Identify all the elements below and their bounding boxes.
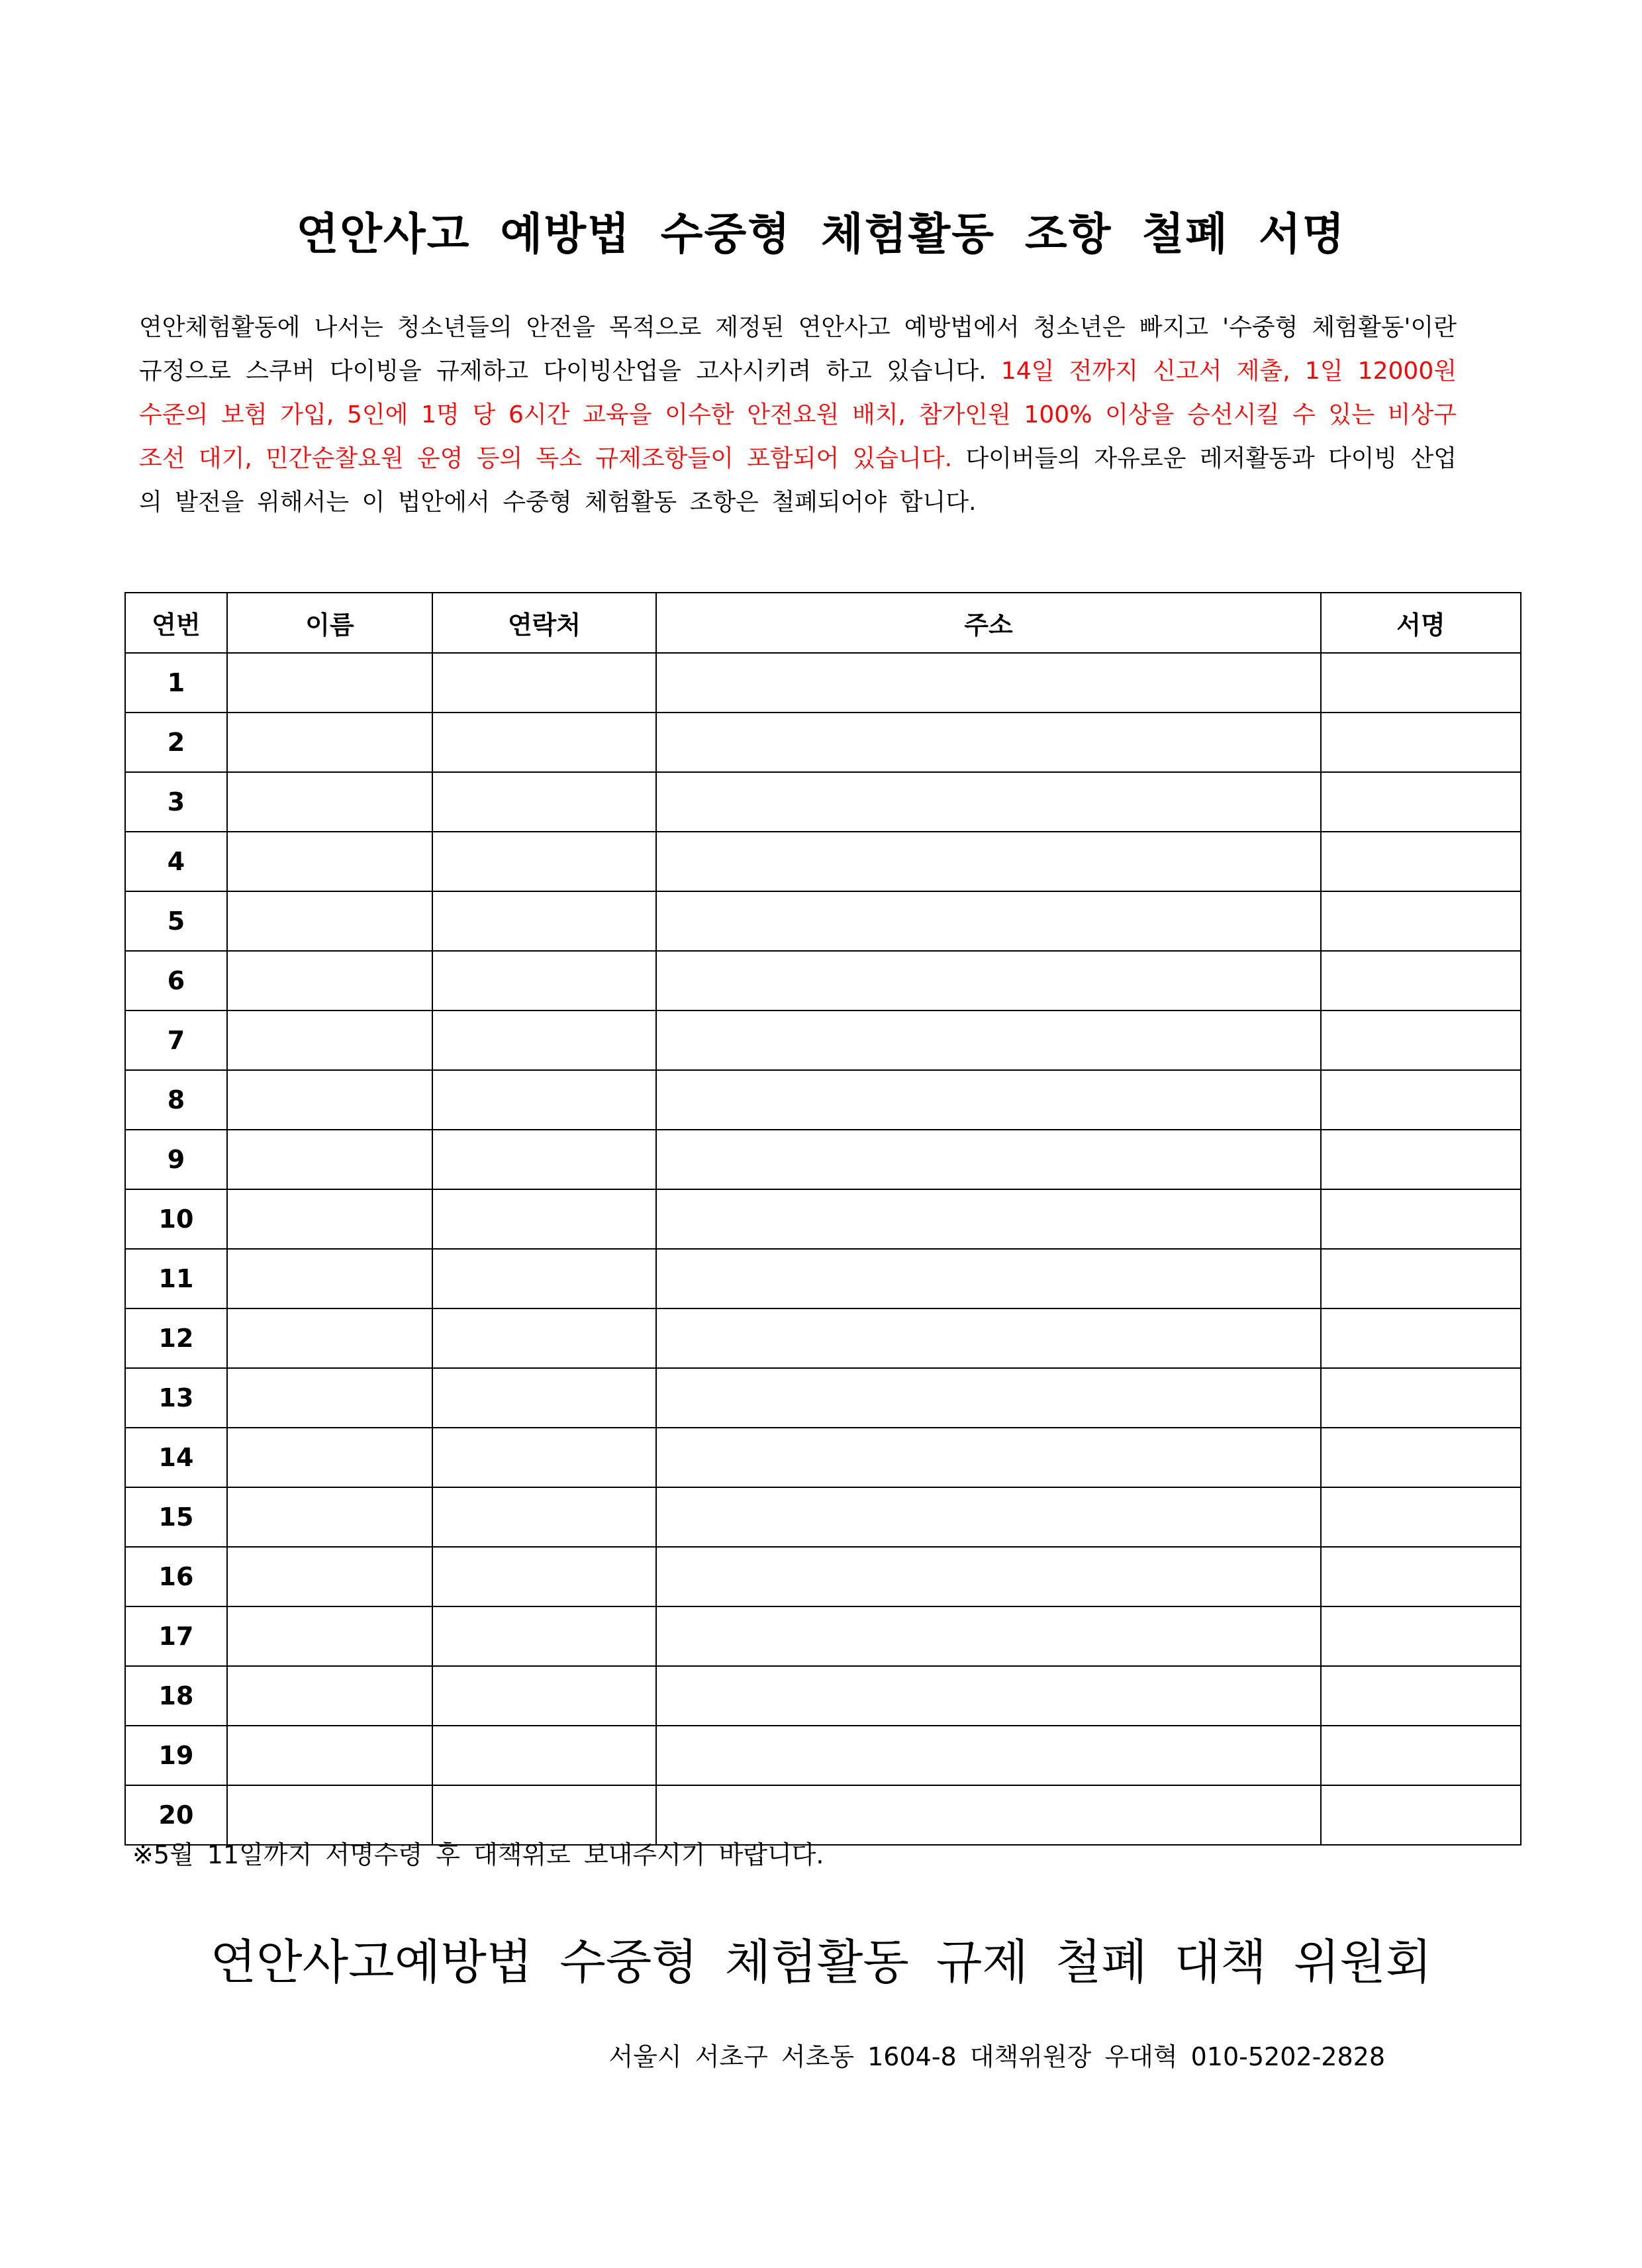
- name-cell[interactable]: [227, 1308, 432, 1368]
- row-number: 4: [125, 832, 227, 891]
- address-cell[interactable]: [656, 1130, 1321, 1189]
- table-row: [125, 1428, 1521, 1487]
- deadline-note: ※5월 11일까지 서명수령 후 대책위로 보내주시기 바랍니다.: [132, 1840, 824, 1869]
- signature-rows: [125, 653, 1521, 1845]
- row-number: 16: [125, 1547, 227, 1606]
- signature-cell[interactable]: [1321, 951, 1521, 1011]
- table-row: [125, 1726, 1521, 1785]
- name-cell[interactable]: [227, 1189, 432, 1249]
- address-cell[interactable]: [656, 891, 1321, 951]
- address-cell[interactable]: [656, 713, 1321, 772]
- signature-cell[interactable]: [1321, 1606, 1521, 1666]
- name-cell[interactable]: [227, 832, 432, 891]
- name-cell[interactable]: [227, 1130, 432, 1189]
- signature-cell[interactable]: [1321, 832, 1521, 891]
- name-cell[interactable]: [227, 1368, 432, 1428]
- address-cell[interactable]: [656, 1189, 1321, 1249]
- name-cell[interactable]: [227, 1428, 432, 1487]
- table-row: [125, 1130, 1521, 1189]
- table-row: [125, 1249, 1521, 1308]
- address-cell[interactable]: [656, 1368, 1321, 1428]
- contact-cell[interactable]: [432, 1130, 656, 1189]
- contact-cell[interactable]: [432, 1249, 656, 1308]
- contact-cell[interactable]: [432, 1368, 656, 1428]
- name-cell[interactable]: [227, 951, 432, 1011]
- table-row: [125, 1547, 1521, 1606]
- signature-cell[interactable]: [1321, 713, 1521, 772]
- intro-text-1: 연안체험활동에 나서는 청소년들의 안전을 목적으로 제정된 연안사고 예방법에서 청소년은 빠지고 '수중형 체험활동'이란 규정으로 스쿠버 다이빙을 규제하고 다이빙산업을 고사시키려 하고 있습니다.: [139, 314, 1457, 385]
- address-cell[interactable]: [656, 1308, 1321, 1368]
- contact-cell[interactable]: [432, 891, 656, 951]
- address-cell[interactable]: [656, 1606, 1321, 1666]
- name-cell[interactable]: [227, 1726, 432, 1785]
- contact-cell[interactable]: [432, 1428, 656, 1487]
- signature-cell[interactable]: [1321, 1130, 1521, 1189]
- address-cell[interactable]: [656, 1547, 1321, 1606]
- contact-cell[interactable]: [432, 1070, 656, 1130]
- contact-cell[interactable]: [432, 653, 656, 713]
- address-cell[interactable]: [656, 653, 1321, 713]
- row-number: 3: [125, 772, 227, 832]
- address-cell[interactable]: [656, 1249, 1321, 1308]
- table-row: [125, 713, 1521, 772]
- signature-cell[interactable]: [1321, 1070, 1521, 1130]
- row-number: 20: [125, 1785, 227, 1845]
- signature-cell[interactable]: [1321, 891, 1521, 951]
- committee-name: 연안사고예방법 수중형 체험활동 규제 철폐 대책 위원회: [210, 1934, 1432, 1990]
- address-cell[interactable]: [656, 832, 1321, 891]
- table-row: [125, 1070, 1521, 1130]
- signature-cell[interactable]: [1321, 1428, 1521, 1487]
- row-number: 18: [125, 1666, 227, 1726]
- row-number: 1: [125, 653, 227, 713]
- signature-cell[interactable]: [1321, 1011, 1521, 1070]
- name-cell[interactable]: [227, 1487, 432, 1547]
- contact-cell[interactable]: [432, 1726, 656, 1785]
- table-row: [125, 1487, 1521, 1547]
- name-cell[interactable]: [227, 713, 432, 772]
- signature-cell[interactable]: [1321, 1666, 1521, 1726]
- address-cell[interactable]: [656, 1070, 1321, 1130]
- table-row: [125, 891, 1521, 951]
- contact-cell[interactable]: [432, 832, 656, 891]
- contact-cell[interactable]: [432, 713, 656, 772]
- contact-cell[interactable]: [432, 1011, 656, 1070]
- contact-cell[interactable]: [432, 1606, 656, 1666]
- table-header-row: [125, 593, 1521, 653]
- table-row: [125, 832, 1521, 891]
- address-cell[interactable]: [656, 1726, 1321, 1785]
- signature-cell[interactable]: [1321, 1487, 1521, 1547]
- header-address: 주소: [656, 593, 1321, 653]
- row-number: 2: [125, 713, 227, 772]
- row-number: 13: [125, 1368, 227, 1428]
- table-row: [125, 1189, 1521, 1249]
- intro-regulations-highlight: 14일 전까지 신고서 제출, 1일 12000원 수준의 보험 가입, 5인에 1명 당 6시간 교육을 이수한 안전요원 배치, 참가인원 100% 이상을 승선시킬 수 있는 비상구조선 대기, 민간순찰요원 운영 등의 독소 규제조항들이 포함되어 있습니다.: [139, 358, 1457, 472]
- name-cell[interactable]: [227, 1070, 432, 1130]
- address-cell[interactable]: [656, 1428, 1321, 1487]
- contact-address: 서울시 서초구 서초동 1604-8 대책위원장 우대혁 010-5202-2828: [608, 2042, 1385, 2071]
- name-cell[interactable]: [227, 1606, 432, 1666]
- contact-cell[interactable]: [432, 1547, 656, 1606]
- address-cell[interactable]: [656, 1011, 1321, 1070]
- address-cell[interactable]: [656, 1487, 1321, 1547]
- row-number: 10: [125, 1189, 227, 1249]
- table-row: [125, 772, 1521, 832]
- name-cell[interactable]: [227, 772, 432, 832]
- name-cell[interactable]: [227, 1249, 432, 1308]
- table-row: [125, 1606, 1521, 1666]
- contact-cell[interactable]: [432, 1189, 656, 1249]
- table-row: [125, 951, 1521, 1011]
- signature-cell[interactable]: [1321, 653, 1521, 713]
- signature-cell[interactable]: [1321, 1547, 1521, 1606]
- header-signature: 서명: [1321, 593, 1521, 653]
- name-cell[interactable]: [227, 653, 432, 713]
- row-number: 9: [125, 1130, 227, 1189]
- header-name: 이름: [227, 593, 432, 653]
- signature-cell[interactable]: [1321, 772, 1521, 832]
- name-cell[interactable]: [227, 1011, 432, 1070]
- intro-text-2: 다이버들의 자유로운 레저활동과 다이빙 산업의 발전을 위해서는 이 법안에서 수중형 체험활동 조항은 철폐되어야 합니다.: [139, 445, 1457, 516]
- signature-table: [124, 592, 1521, 1846]
- contact-cell[interactable]: [432, 1487, 656, 1547]
- row-number: 17: [125, 1606, 227, 1666]
- row-number: 19: [125, 1726, 227, 1785]
- contact-cell[interactable]: [432, 1666, 656, 1726]
- row-number: 7: [125, 1011, 227, 1070]
- signature-cell[interactable]: [1321, 1249, 1521, 1308]
- table-row: [125, 1308, 1521, 1368]
- name-cell[interactable]: [227, 891, 432, 951]
- signature-cell[interactable]: [1321, 1189, 1521, 1249]
- address-cell[interactable]: [656, 1666, 1321, 1726]
- table-row: [125, 1368, 1521, 1428]
- contact-cell[interactable]: [432, 772, 656, 832]
- row-number: 6: [125, 951, 227, 1011]
- row-number: 5: [125, 891, 227, 951]
- row-number: 12: [125, 1308, 227, 1368]
- name-cell[interactable]: [227, 1666, 432, 1726]
- signature-cell[interactable]: [1321, 1785, 1521, 1845]
- row-number: 14: [125, 1428, 227, 1487]
- contact-cell[interactable]: [432, 1308, 656, 1368]
- row-number: 11: [125, 1249, 227, 1308]
- table-row: [125, 653, 1521, 713]
- table-row: [125, 1666, 1521, 1726]
- page-title: 연안사고 예방법 수중형 체험활동 조항 철폐 서명: [296, 209, 1346, 260]
- row-number: 8: [125, 1070, 227, 1130]
- signature-cell[interactable]: [1321, 1308, 1521, 1368]
- address-cell[interactable]: [656, 951, 1321, 1011]
- row-number: 15: [125, 1487, 227, 1547]
- address-cell[interactable]: [656, 772, 1321, 832]
- contact-cell[interactable]: [432, 951, 656, 1011]
- header-no: 연번: [125, 593, 227, 653]
- signature-cell[interactable]: [1321, 1726, 1521, 1785]
- header-contact: 연락처: [432, 593, 656, 653]
- intro-paragraph: [139, 306, 1457, 524]
- name-cell[interactable]: [227, 1547, 432, 1606]
- signature-cell[interactable]: [1321, 1368, 1521, 1428]
- table-row: [125, 1011, 1521, 1070]
